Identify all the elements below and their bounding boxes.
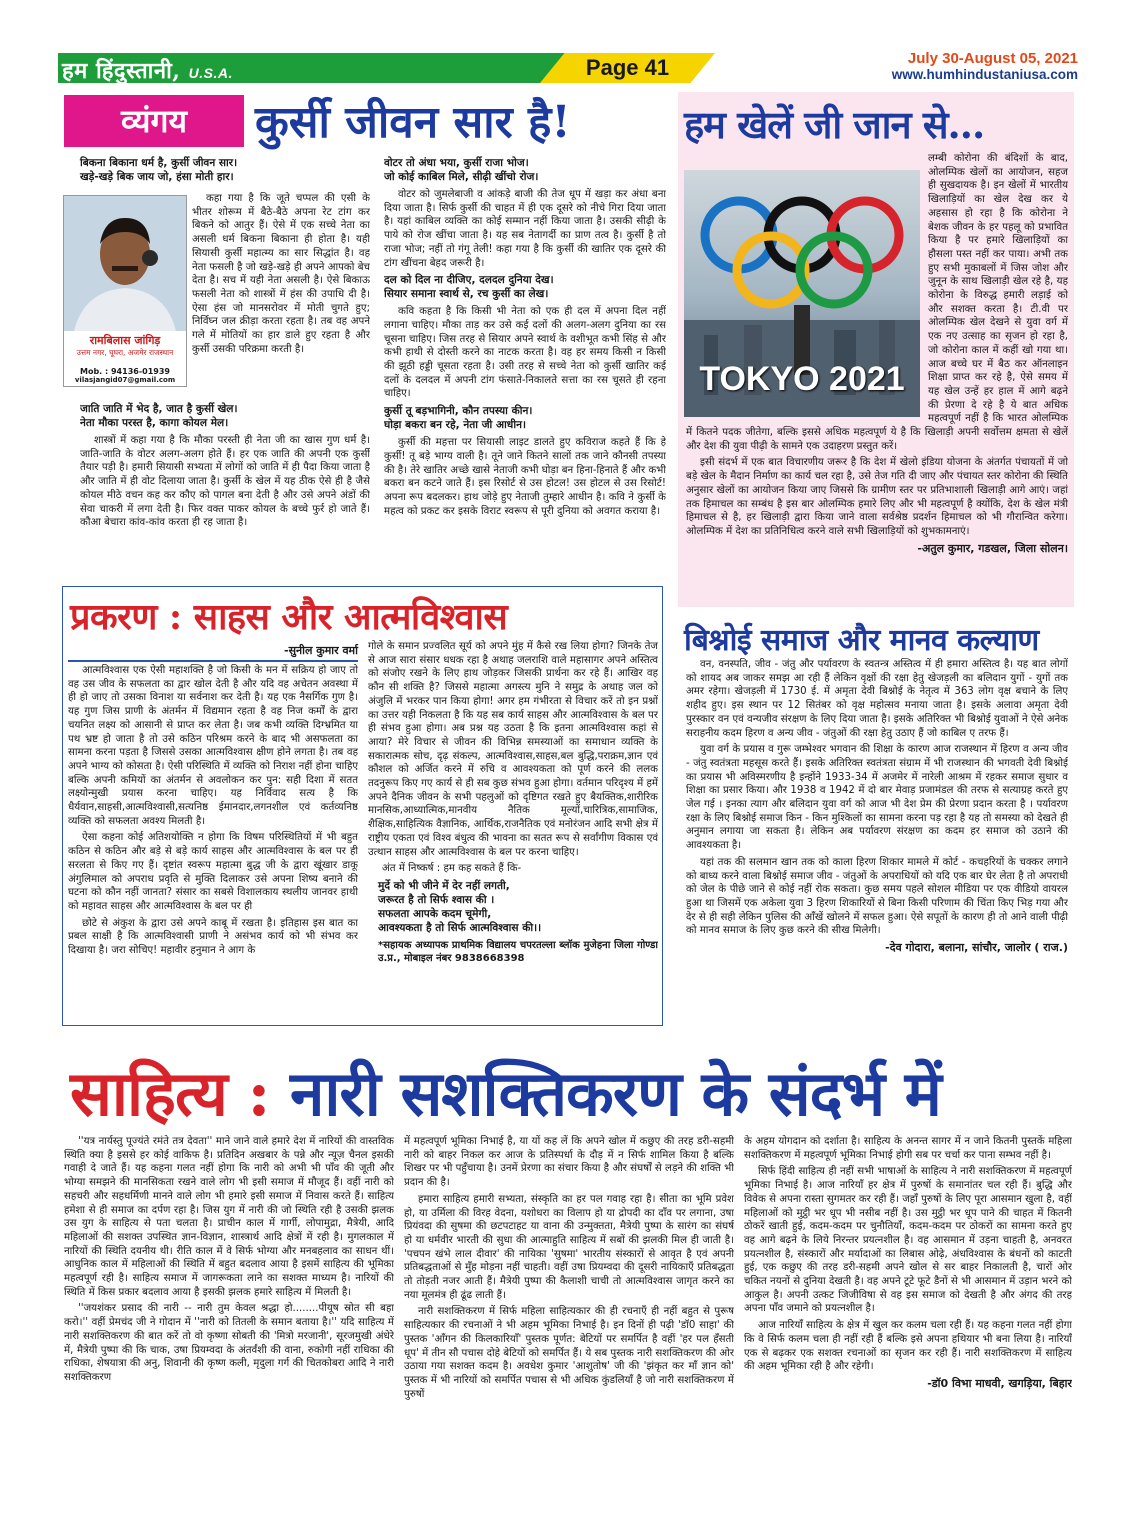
prakaran-col1 <box>68 664 358 1020</box>
olympics-signature: -अतुल कुमार, गडखल, जिला सोलन। <box>917 541 1068 555</box>
prakaran-headline: प्रकरण : साहस और आत्मविश्वास <box>70 596 508 638</box>
sahitya-col3 <box>744 1135 1072 1495</box>
satire-col2 <box>384 154 666 574</box>
sahitya-para-4: हमारा साहित्य हमारी सभ्यता, संस्कृति का हर पल गवाह रहा है। सीता का भूमि प्रवेश हो, या उर्मिला की विरह वेदना, यशोधरा का विलाप हो या द्रोपदी का दाँव पर लगाना, उषा प्रियंवदा की सुषमा की छटपटाहट या वाना की उन्मुक्तता, मैत्रेयी पुष्पा के सारंग का संघर्ष हो या धर्मवीर भारती की सुधा की आत्माहुति साहित्य में सबों की झलकी मिल ही जाती है। 'पचपन खंभे लाल दीवार' की नायिका 'सुषमा' भारतीय संस्कारों से आवृत है एवं अपनी प्रतिबद्धताओं से मुँह मोड़ना नहीं चाहती। वहीं उषा प्रियम्वदा की दूसरी नायिकाएँ प्रतिबद्धता तो तोड़ती नजर आती हैं। मैत्रेयी पुष्पा की कैलाशी चाची तो आत्मविश्वास जागृत करने का नया मूलमंत्र ही ढूंढ लाती हैं। <box>404 1193 734 1301</box>
prakaran-verse: मुर्दे को भी जीने में देर नहीं लगती, जरूरत है तो सिर्फ श्वास की । सफलता आपके कदम चूमेगी, आवश्यकता है तो सिर्फ आत्मविश्वास की।। <box>378 879 542 934</box>
author-portrait-icon <box>64 196 186 331</box>
bishnoi-headline: बिश्नोई समाज और मानव कल्याण <box>684 623 1039 658</box>
sahitya-col2 <box>404 1135 734 1495</box>
issue-date: July 30-August 05, 2021 <box>907 50 1078 67</box>
prakaran-author: -सुनील कुमार वर्मा <box>284 644 358 657</box>
satire-col1-lower <box>80 400 370 572</box>
satire-para-2: शास्त्रों में कहा गया है कि मौका परस्ती ही नेता जी का खास गुण धर्म है। जाति-जाति के वोटर अलग-अलग होते हैं। हर एक जाति की अपनी एक कुर्सी तैयार पड़ी है। हमारी सियासी सभ्यता में लोगों को जाति में ही पैदा किया जाता है और जाति में ही वोट दिलाया जाता है। कुर्सी के खेल में यह ठीक ऐसे ही है जैसे कोयल मीठे वचन कह कर कौए को पागल बना देती है और उसे अपने अंडों की सेवा चाकरी में लगा देती है। फिर वक्त पाकर कोयल के बच्चे फुर्र हो जाते हैं। कौआ बेचारा कांव-कांव करता ही रह जाता है। <box>80 435 370 529</box>
sahitya-headline <box>70 1050 1070 1134</box>
prakaran-para-2: ऐसा कहना कोई अतिशयोक्ति न होगा कि विषम परिस्थितियों में भी बहुत कठिन से कठिन और बड़े से बड़े कार्य साहस और आत्मविश्वास के बल पर ही सरलता से किए गए हैं। दृष्टांत स्वरूप महात्मा बुद्ध जी के द्वारा खूंखार डाकू अंगुलिमाल को अपराध प्रवृति से मुक्ति दिलाकर उसे अपना शिष्य बनाने की घटना को कौन नहीं जानता? संसार का सबसे विशालकाय स्थलीय जानवर हाथी को महावत साहस और आत्मविश्वास के बल पर ही <box>68 832 358 912</box>
page-number: Page 41 <box>585 55 670 80</box>
bishnoi-para-2: युवा वर्ग के प्रयास व गुरू जम्भेश्वर भगवान की शिक्षा के कारण आज राजस्थान में हिरण व अन्य जीव - जंतु स्वतंत्रता महसूस करते हैं। इसके अतिरिक्त स्वतंत्रता संग्राम में भी राजस्थान की भगवती देवी बिश्नोई का प्रयास भी अविस्मरणीय है इन्होंने 1933-34 में अजमेर में नारेली आश्रम में रहकर समाज सुधार व शिक्षा का प्रसार किया। और 1938 व 1942 में दो बार मेवाड़ प्रजामंडल की तरफ से सत्याग्रह करते हुए जेल गई । इनका त्याग और बलिदान युवा वर्ग को आज भी देश प्रेम की प्रेरणा प्रदान करता है । पर्यावरण रक्षा के लिए बिश्नोई समाज किन - किन मुश्किलों का सामना करना पड़ रहा है यह तो समस्या को देखते ही अनुमान लगाया जा सकता है। लेकिन अब पर्यावरण संरक्षण का कदम हर समाज को उठाने की आवश्यकता है। <box>686 744 1068 852</box>
author-email: vilasjangid07@gmail.com <box>74 376 176 384</box>
satire-headline: कुर्सी जीवन सार है! <box>255 97 571 148</box>
satire-para-5: कुर्सी की महत्ता पर सियासी लाइट डालते हुए कविराज कहते हैं कि हे कुर्सी! तू बड़े भाग्य वाली है। तूने जाने कितने सालों तक जाने कौनसी तपस्या की है। तेरे खातिर अच्छे खासे नेताजी कभी घोड़ा बन हिना-हिनाते हैं और कभी बकरा बन कटने जाते हैं। इस रिसोर्ट से उस होटल! उस होटल से उस रिसोर्ट! अपना रूप बदलकर। हाथ जोड़े हुए नेताजी तुम्हारे आधीन है। कवि ने कुर्सी के महत्व को प्रकट कर इसके विराट स्वरूप से पूरी दुनिया को अवगत कराया है। <box>384 437 666 517</box>
sahitya-para-5: नारी सशक्तिकरण में सिर्फ महिला साहित्यकार की ही रचनाएँ ही नहीं बहुत से पुरूष साहित्यकार की रचनाओं ने भी अहम भूमिका निभाई है। इन दिनों ही पढ़ी 'डॉ0 साहा' की पुस्तक 'आँगन की किलकारियाँ' पुस्तक पूर्णत: बेटियों पर समर्पित है वहीं 'हर पल हँसती धूप' में तीन सौ पचास दोहे बेटियों को समर्पित हैं। ये सब पुस्तक नारी सशक्तिकरण की ओर उठाया गया सशक्त कदम है। अवधेश कुमार 'आशुतोष' जी की 'झंकृत कर माँ ज्ञान को' पुस्तक में भी नारियों को समर्पित पचास से भी अधिक कुंडलियाँ है जो नारी सशक्तिकरण में पुरुषों <box>404 1306 734 1400</box>
author-photo-card <box>63 195 187 387</box>
satire-verse-2: जाति जाति में भेद है, जात है कुर्सी खेल। नेता मौका परस्त है, कागा कोयल मेल। <box>80 403 238 429</box>
bishnoi-text <box>686 658 1068 1040</box>
bishnoi-signature: -देव गोदारा, बलाना, सांचौर, जालोर ( राज.) <box>885 941 1068 955</box>
olympics-headline: हम खेलें जी जान से... <box>684 102 985 147</box>
sahitya-para-8: आज नारियाँ साहित्य के क्षेत्र में खुल कर कलम चला रही हैं। यह कहना गलत नहीं होगा कि वे सिर्फ कलम चला ही नहीं रही हैं बल्कि इसे अपना हथियार भी बना लिया है। नारियाँ एक से बढ़कर एक सशक्त रचनाओं का सृजन कर रही हैं। नारी सशक्तिकरण में साहित्य की अहम भूमिका रही है और रहेगी। <box>744 1320 1072 1373</box>
satire-verse-3: वोटर तो अंधा भया, कुर्सी राजा भोज। जो कोई काबिल मिले, सीढ़ी खींचो रोज। <box>384 157 539 183</box>
author-address: उत्तम नगर, घूघरा, अजमेर राजस्थान <box>76 348 174 357</box>
sahitya-para-3: में महत्वपूर्ण भूमिका निभाई है, या यों कह लें कि अपने खोल में कछुए की तरह डरी-सहमी नारी को बाहर निकल कर आज के प्रतिस्पर्धा के दौड़ में न सिर्फ शामिल किया है बल्कि शिखर पर भी पहुँचाया है। उनमें प्रेरणा का संचार किया है और संघर्षों से लड़ने की शक्ति भी प्रदान की है। <box>404 1136 734 1189</box>
prakaran-conclusion: अंत में निष्कर्ष : हम कह सकते हैं कि- <box>382 863 522 875</box>
olympics-text <box>686 152 1068 607</box>
author-name: रामबिलास जांगिड़ <box>89 334 161 347</box>
satire-para-1: कहा गया है कि जूते चप्पल की एसी के भीतर शोरूम में बैठे-बैठे अपना रेट टांग कर बिकने को आतुर हैं। ऐसे में एक सच्चे नेता का असली धर्म बिकना बिकाना ही होता है। यही सियासी कुर्सी महात्म्य का सार सिद्धांत है। वह नेता फसली है जो खड़े-खड़े ही अपने आपको बेच देता है। सच में यही नेता असली है। ऐसे बिकाऊ फसली नेता को शास्त्रों में हंस की उपाधि दी है। ऐसा हंस जो मानसरोवर में मोती चुगते हुए; निर्विघ्न जल क्रीड़ा करता रहता है। तब वह अपने गले में मोतियों का हार डाले हुए रहता है और कुर्सी उसकी परिक्रमा करती है। <box>192 193 370 355</box>
prakaran-col2 <box>368 640 658 1022</box>
satire-para-4: कवि कहता है कि किसी भी नेता को एक ही दल में अपना दिल नहीं लगाना चाहिए। मौका ताड़ कर उसे कई दलों की अलग-अलग दुनिया का रस चूसना चाहिए। जिस तरह से सियार अपने स्वार्थ के वशीभूत कभी सिंह से और कभी हाथी से दोस्ती करने का नाटक करता है। वह हर समय किसी न किसी की झूठी हड्डी चूसता रहता है। उसी तरह से सच्चे नेता को कुर्सी खातिर कई दलों के दलदल में अपनी टांग फंसाते-निकालते सत्ता का रस चूसते ही रहना चाहिए। <box>384 306 666 400</box>
olympics-image-caption: TOKYO 2021 <box>699 360 905 398</box>
satire-tag: व्यंगय <box>120 102 188 140</box>
bishnoi-para-1: वन, वनस्पति, जीव - जंतु और पर्यावरण के स्वतन्त्र अस्तित्व में ही हमारा अस्तित्व है। यह बात लोगों को शायद अब जाकर समझ आ रही हैं लेकिन वृक्षों की रक्षा हेतु खेजड़ली का बलिदान युगों - युगों तक अमर रहेगा। खेजड़ली में 1730 ई. में अमृता देवी बिश्नोई के नेतृत्व में 363 लोग वृक्ष बचाने के लिए शहीद हुए। इस स्थान पर 12 सितंबर को वृक्ष महोत्सव मनाया जाता है। इसके अलावा अमृता देवी पुरस्कार वन एवं वन्यजीव संरक्षण के लिए दिया जाता है। इसके अतिरिक्त भी बिश्नोई युवाओं ने ऐसे अनेक सराहनीय कदम हिरण व अन्य जीव - जंतुओं की रक्षा हेतु उठाए हैं जो काबिल ए तरफ हैं। <box>686 659 1068 739</box>
satire-verse-1-text: बिकना बिकाना धर्म है, कुर्सी जीवन सार। खड़े-खड़े बिक जाय जो, हंसा मोती हार। <box>80 157 238 183</box>
satire-verse-1 <box>80 154 370 188</box>
olympics-image-spacer <box>686 152 928 420</box>
prakaran-rule <box>68 660 358 662</box>
olympics-para-2: इसी संदर्भ में एक बात विचारणीय जरूर है कि देश में खेलो इंडिया योजना के अंतर्गत पंचायतों में जो बड़े खेल के मैदान निर्माण का कार्य चल रहा है, उसे तेज गति दी जाए और पंचायत स्तर कोरोना की स्थिति अनुसार खेलों का आयोजन किया जाए जिससे कि ग्रामीण स्तर पर प्रतिभाशाली खिलाड़ी आगे आएं। जहां तक हिमाचल का सम्बंध है इस बार ओलम्पिक हमारे लिए और भी महत्वपूर्ण है क्योंकि, देश के खेल मंत्री हिमाचल से है, हर खिलाड़ी द्वारा किया जाने वाला सर्वश्रेष्ठ प्रदर्शन हिमाचल को भी गौरान्वित करेगा। ओलम्पिक में देश का प्रतिनिधित्व करने वाले सभी खिलाड़ियों को शुभकामनाएं। <box>686 457 1068 537</box>
masthead-brand-name: हम हिंदुस्तानी, <box>62 58 181 84</box>
sahitya-para-2: ''जयशंकर प्रसाद की नारी -- नारी तुम केवल श्रद्धा हो........पीयूष स्रोत सी बहा करो।'' वहीं प्रेमचंद जी ने गोदान में ''नारी को तितली के समान बताया है।'' यदि साहित्य में नारी सशक्तिकरण की बात करें तो वो कृष्णा सोबती की 'मित्रो मरजानी', सूरजमुखी अंधेरे में, मैत्रेयी पुष्पा की कि चाक, उषा प्रियम्वदा के अंतर्वंशी की वाना, रुकोगी नहीं राधिका की राधिका, शेषयात्रा की अनु, शिवानी की कृष्ण कली, मृदुला गर्ग की चितकोबरा आदि ने नारी सशक्तिकरण <box>64 1303 394 1383</box>
sahitya-headline-red: साहित्य : <box>70 1057 270 1130</box>
prakaran-para-3: छोटे से अंकुश के द्वारा उसे अपने काबू में रखता है। इतिहास इस बात का प्रबल साक्षी है कि आत्मविश्वासी प्राणी ने असंभव कार्य को भी संभव कर दिखाया है। जरा सोचिए! महावीर हनुमान ने आग के <box>68 917 358 957</box>
website-link[interactable]: www.humhindustaniusa.com <box>891 67 1078 82</box>
prakaran-para-4: गोले के समान प्रज्वलित सूर्य को अपने मुंह में कैसे रख लिया होगा? जिनके तेज से आज सारा संसार धधक रहा है अथाह जलराशि वाले महासागर अपने अस्तित्व को संजोए रखने के लिए हाथ जोड़कर जिसकी प्रार्थना कर रहे हैं। आखिर वह कौन सी शक्ति है? जिससे महात्मा अगस्त्य मुनि ने समुद्र के अथाह जल को अंजुलि में भरकर पान किया होगा! अगर हम गंभीरता से विचार करें तो इन प्रश्नों का उत्तर यही निकलता है कि यह सब कार्य साहस और आत्मविश्वास के बल पर ही संभव हुआ होगा। अब प्रश्न यह उठता है कि इतना आत्मविश्वास कहां से आया? मेरे विचार से जीवन की विभिन्न समस्याओं का समाधान व्यक्ति के सकारात्मक सोच, दृढ़ संकल्प, आत्मविश्वास,साहस,बल बुद्धि,पराक्रम,ज्ञान एवं कौशल को अर्जित करने में रुचि व आवश्यकता को पूर्ण करने की ललक तदनुरूप किए गए कार्य से ही सब कुछ संभव हुआ होगा। वर्तमान परिदृश्य में हमें अपने दैनिक जीवन के सभी पहलुओं को दृष्टिगत रखते हुए बैयक्तिक,शारीरिक मानसिक,आध्यात्मिक,मानवीय नैतिक मूल्यों,चारित्रिक,सामाजिक, शैक्षिक,साहित्यिक वैज्ञानिक, आर्थिक,राजनैतिक एवं मनोरंजन आदि सभी क्षेत्र में राष्ट्रीय एकता एवं विश्व बंधुत्व की भावना का सतत रूप से सर्वांगीण विकास एवं उत्थान साहस और आत्मविश्वास के बल पर करना चाहिए। <box>368 641 658 858</box>
sahitya-signature: -डॉ0 विभा माधवी, खगड़िया, बिहार <box>927 1376 1072 1390</box>
sahitya-para-7: सिर्फ हिंदी साहित्य ही नहीं सभी भाषाओं के साहित्य ने नारी सशक्तिकरण में महत्वपूर्ण भूमिका निभाई है। आज नारियाँ हर क्षेत्र में पुरुषों के समानांतर चल रही हैं। बुद्धि और विवेक से अपना रास्ता सुगमतर कर रही हैं। जहाँ पुरुषों के लिए पूरा आसमान खुला है, वहीं महिलाओं को मुट्ठी भर धूप भी नसीब नहीं है। उस मुट्ठी भर धूप पाने की चाहत में कितनी ठोकरें खाती हुई, कदम-कदम पर चुनौतियाँ, कदम-कदम पर ठोकरों का सामना करते हुए वह आगे बढ़ने के लिये निरन्तर प्रयत्नशील है। वह आसमान में उड़ना चाहती है, अनवरत प्रयत्नशील है, संस्कारों और मर्यादाओं का लिबास ओढ़े, अंधविश्वास के बंधनों को काटती हुई, एक कछुए की तरह डरी-सहमी अपने खोल से सर बाहर निकालती है, चारों ओर चकित नयनों से दुनिया देखती है। वह अपने टूटे फूटे डैनों से भी आसमान में उड़ान भरने को आकुल है। अपनी उत्कट जिजीविषा से वह इस समाज को देखती है और अंगद की तरह अपना पाँव जमाने को प्रयत्नशील है। <box>744 1166 1072 1315</box>
sahitya-para-1: ''यत्र नार्यस्तु पूज्यंते रमंते तत्र देवता'' माने जाने वाले हमारे देश में नारियों की वास्तविक स्थिति क्या है इससे हर कोई वाकिफ है। प्रतिदिन अखबार के पन्ने और न्यूज़ चैनल इसकी गवाही दे जाते हैं। यह कहना गलत नहीं होगा कि नारी को अभी भी पाँव की जूती और भोग्या समझने की मानसिकता रखने वाले लोग भी इसी समाज में मौजूद हैं। वहीं नारी को सहचरी और सहधर्मिणी मानने वाले लोग भी हमारे इसी समाज में निवास करते हैं। साहित्य हमेशा से ही समाज का दर्पण रहा है। जिस युग में नारी की जो स्थिति रही है उसकी झलक उस युग के साहित्य से पता चलता है। प्राचीन काल में गार्गी, लोपामुद्रा, मैत्रेयी, आदि महिलाओं की सशक्त उपस्थित ज्ञान-विज्ञान, शास्त्रार्थ आदि क्षेत्रों में रही है। मुगलकाल में नारियों की स्थिति दयनीय थी। रीति काल में वे सिर्फ भोग्या और मनबहलाव का साधन थीं। आधुनिक काल में महिलाओं की स्थिति में बहुत बदलाव आया है इसमें साहित्य की भूमिका महत्वपूर्ण रही है। साहित्य समाज में जागरूकता लाने का सशक्त माध्यम है। नारियों की स्थिति में किस प्रकार बदलाव आया है इसकी झलक हमारे साहित्य में मिलती है। <box>64 1136 394 1298</box>
sahitya-col1 <box>64 1135 394 1495</box>
satire-verse-5: कुर्सी तू बड़भागिनी, कौन तपस्या कीन। घोड़ा बकरा बन रहे, नेता जी आधीन। <box>384 405 533 432</box>
masthead-brand <box>62 55 233 85</box>
masthead-brand-suffix: U.S.A. <box>188 65 233 81</box>
satire-verse-4: दल को दिल ना दीजिए, दलदल दुनिया देख। सियार समाना स्वार्थ से, रच कुर्सी का लेख। <box>384 274 554 301</box>
prakaran-footer: *सहायक अध्यापक प्राथमिक विद्यालय चपरतल्ला ब्लॉक मुजेहना जिला गोण्डा उ.प्र., मोबाइल नंबर 9838668398 <box>378 939 658 964</box>
prakaran-para-1: आत्मविश्वास एक ऐसी महाशक्ति है जो किसी के मन में सक्रिय हो जाए तो वह उस जीव के सफलता का द्वार खोल देती है और यदि वह अचेतन अवस्था में ही हो जाए तो उसका विनाश या सर्वनाश कर देती है। यह एक नैसर्गिक गुण है। यह गुण जिस प्राणी के अंतर्मन में विद्यमान रहता है वह निज कर्मों के द्वारा चयनित लक्ष्य को आसानी से प्राप्त कर लेता है। जब कभी व्यक्ति दिग्भ्रमित या पथ भ्रष्ट हो जाता है तो उसे कठिन परिश्रम करने के बाद भी असफलता का सामना करना पड़ता है जिससे उसका आत्मविश्वास क्षीण होने लगता है। तब वह अपने भाग्य को कोसता है। ऐसी परिस्थिति में व्यक्ति को निराश नहीं होना चाहिए बल्कि अपनी कमियों का अंतर्मन से अवलोकन कर पुन: सही दिशा में सतत लक्ष्योन्मुखी प्रयास करना चाहिए। यह निर्विवाद सत्य है कि धैर्यवान,साहसी,आत्मविश्वासी,सत्यनिष्ठ ईमानदार,लगनशील एवं कर्तव्यनिष्ठ व्यक्ति को सफलता अवश्य मिलती है। <box>68 665 358 827</box>
sahitya-headline-blue: नारी सशक्तिकरण के संदर्भ में <box>289 1057 941 1130</box>
author-contact <box>64 367 186 385</box>
satire-col1-para1-top <box>192 192 370 386</box>
author-photo <box>64 196 186 331</box>
bishnoi-para-3: यहां तक की सलमान खान तक को काला हिरण शिकार मामले में कोर्ट - कचहरियों के चक्कर लगाने को बाध्य करने वाला बिश्नोई समाज जीव - जंतुओं के अपराधियों को यदि एक बार घेर लेता है तो अपराधी को जेल के पीछे जाने से कोई नहीं रोक सकता। कुछ समय पहले सोशल मीडिया पर एक वीडियो वायरल हुआ था जिसमें एक अकेला युवा 3 हिरण शिकारियों से बिना किसी परिणाम की चिंता किए भिड़ गया और देर से ही सही लेकिन पुलिस की आँखें खोलने में सफल हुआ। ऐसे सपूतों के कारण ही तो आने वाली पीढ़ी को मानव समाज के लिए कुछ करने की सीख मिलेगी। <box>686 856 1068 937</box>
satire-para-3: वोटर को जुमलेबाजी व आंकड़े बाजी की तेज धूप में खड़ा कर अंधा बना दिया जाता है। सिर्फ कुर्सी की चाहत में ही एक दूसरे को नीचे गिरा दिया जाता है। यहां काबिल व्यक्ति का कोई सम्मान नहीं किया जाता है। उसकी सीढ़ी के पाये को रोज खींचा जाता है। यह सब नेतागर्दी का प्राण तत्व है। कुर्सी है तो राजा भोज; नहीं तो गंगू तेली! कहा गया है कि कुर्सी की खातिर एक दूसरे की टांग खींचना बेहद जरूरी है। <box>384 189 666 269</box>
sahitya-para-6: के अहम योगदान को दर्शाता है। साहित्य के अनन्त सागर में न जाने कितनी पुस्तकें महिला सशक्तिकरण में महत्वपूर्ण भूमिका निभाई होगी सब पर चर्चा कर पाना सम्भव नहीं है। <box>744 1136 1072 1161</box>
olympics-para-1: लम्बी कोरोना की बंदिशों के बाद, ओलम्पिक खेलों का आयोजन, सहज ही सुखदायक है। इन खेलों में भारतीय खिलाड़ियों का खेल देख कर ये अहसास हो रहा है कि कोरोना ने बेशक जीवन के हर पहलू को प्रभावित किया है पर हमारे खिलाड़ियों का हौसला पस्त नहीं कर पाया। अभी तक हुए सभी मुकाबलों में जिस जोश और जुनून के साथ खिलाड़ी खेल रहे है, यह कोरोना के विरुद्ध हमारी लड़ाई को और सशक्त करता है। टी.वी पर ओलम्पिक खेल देखने से युवा वर्ग में एक नए उत्साह का सृजन हो रहा है, जो कोरोना काल में कहीं खो गया था। आज बच्चे घर में बैठ कर ऑनलाइन शिक्षा प्राप्त कर रहे है, ऐसे समय में यह खेल उन्हें हर हाल में आगे बढ़ने की प्रेरणा दे रहे है ये बात अधिक महत्वपूर्ण नहीं है कि भारत ओलम्पिक में कितने पदक जीतेगा, बल्कि इससे अधिक महत्वपूर्ण ये है कि खिलाड़ी अपनी सर्वोत्तम क्षमता से खेलें और देश की युवा पीढ़ी के सामने एक उदाहरण प्रस्तुत करें। <box>686 153 1068 452</box>
author-mobile: Mob. : 94136-01939 <box>80 367 170 376</box>
